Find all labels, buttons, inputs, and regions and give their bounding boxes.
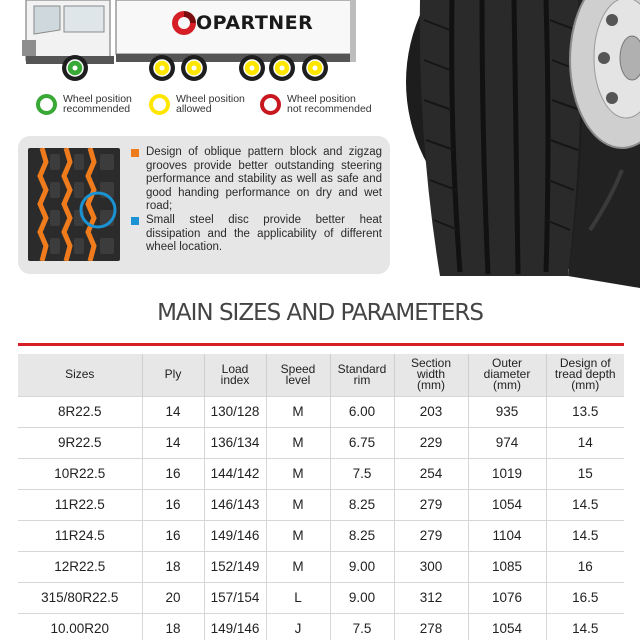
column-header-line: Load — [221, 361, 249, 376]
table-cell: 315/80R22.5 — [18, 582, 142, 613]
column-header-line: rim — [353, 372, 371, 387]
legend-allowed — [149, 94, 245, 115]
trailer-wheel-icon — [239, 55, 328, 81]
table-cell: 279 — [394, 489, 468, 520]
column-header-line: index — [220, 372, 250, 387]
column-header — [468, 354, 546, 396]
table-body — [18, 396, 624, 640]
table-cell: 16 — [142, 520, 204, 551]
legend-label-line1: Wheel position — [287, 92, 356, 105]
column-header — [546, 354, 624, 396]
feature-box — [18, 136, 390, 274]
parameters-table — [18, 354, 624, 640]
legend-not-recommended — [260, 94, 372, 115]
table-cell: 8.25 — [330, 489, 394, 520]
table-cell: 14.5 — [546, 613, 624, 640]
tire-image — [400, 0, 640, 288]
legend-label-line1: Wheel position — [63, 92, 132, 105]
feature-text: Small steel disc provide better heat dissipation and the applicability of different wheel location. — [146, 213, 382, 254]
feature-list — [130, 146, 382, 255]
legend-recommended — [36, 94, 132, 115]
column-header-line: Ply — [164, 367, 182, 382]
table-cell: 10.00R20 — [18, 613, 142, 640]
red-ring-icon — [260, 94, 281, 115]
green-ring-icon — [36, 94, 57, 115]
steer-wheel-icon — [62, 55, 88, 81]
table-cell: 1054 — [468, 489, 546, 520]
tire-icon — [400, 0, 640, 288]
column-header-line: tread depth — [554, 367, 616, 382]
table-cell: 935 — [468, 396, 546, 427]
column-header-line: diameter — [483, 367, 531, 382]
table-cell: 9.00 — [330, 582, 394, 613]
table-cell: 11R24.5 — [18, 520, 142, 551]
table-cell: 16.5 — [546, 582, 624, 613]
column-header — [18, 354, 142, 396]
legend-label-line2: not recommended — [287, 102, 372, 115]
table-cell: 7.5 — [330, 458, 394, 489]
table-cell: 14.5 — [546, 520, 624, 551]
table-cell: 312 — [394, 582, 468, 613]
table-cell: 16 — [546, 551, 624, 582]
column-header-line: Outer — [491, 356, 522, 371]
column-header — [394, 354, 468, 396]
table-cell: 1104 — [468, 520, 546, 551]
table-cell: 146/143 — [204, 489, 266, 520]
table-cell: 18 — [142, 613, 204, 640]
table-row — [18, 613, 624, 640]
feature-text: Design of oblique pattern block and zigzag grooves provide better outstanding steering performance and stability as well as safe and good handing performance on dry and wet road; — [146, 146, 382, 213]
legend-label-line1: Wheel position — [176, 92, 245, 105]
blue-bullet-icon — [131, 217, 139, 225]
table-cell: 20 — [142, 582, 204, 613]
yellow-ring-icon — [149, 94, 170, 115]
legend-label-line2: allowed — [176, 102, 212, 115]
table-cell: 152/149 — [204, 551, 266, 582]
section-title: MAIN SIZES AND PARAMETERS — [157, 300, 483, 326]
column-header — [204, 354, 266, 396]
brand-name: OPARTNER — [196, 12, 314, 34]
table-cell: 18 — [142, 551, 204, 582]
parameters-table-wrap — [18, 354, 624, 640]
table-cell: 300 — [394, 551, 468, 582]
table-row — [18, 551, 624, 582]
table-row — [18, 396, 624, 427]
table-cell: 1076 — [468, 582, 546, 613]
tread-closeup-icon — [28, 148, 120, 261]
table-cell: 278 — [394, 613, 468, 640]
table-row — [18, 458, 624, 489]
column-header-line: (mm) — [571, 378, 600, 393]
column-header-line: level — [285, 372, 311, 387]
table-cell: 16 — [142, 458, 204, 489]
column-header-line: (mm) — [493, 378, 521, 393]
table-cell: 157/154 — [204, 582, 266, 613]
table-cell: 6.00 — [330, 396, 394, 427]
column-header — [142, 354, 204, 396]
table-cell: 14 — [142, 396, 204, 427]
table-cell: M — [266, 551, 330, 582]
table-cell: 7.5 — [330, 613, 394, 640]
table-cell: 144/142 — [204, 458, 266, 489]
table-cell: M — [266, 520, 330, 551]
table-cell: 1085 — [468, 551, 546, 582]
column-header-line: Standard — [337, 361, 387, 376]
table-cell: 8R22.5 — [18, 396, 142, 427]
table-cell: 16 — [142, 489, 204, 520]
table-cell: 9.00 — [330, 551, 394, 582]
table-cell: 149/146 — [204, 613, 266, 640]
table-row — [18, 489, 624, 520]
column-header — [266, 354, 330, 396]
table-cell: 1019 — [468, 458, 546, 489]
table-row — [18, 582, 624, 613]
table-cell: 15 — [546, 458, 624, 489]
table-cell: 254 — [394, 458, 468, 489]
table-cell: 11R22.5 — [18, 489, 142, 520]
feature-item — [130, 146, 382, 214]
title-divider — [18, 343, 624, 346]
table-cell: 8.25 — [330, 520, 394, 551]
table-cell: 14.5 — [546, 489, 624, 520]
column-header-line: width — [416, 367, 445, 382]
column-header-line: (mm) — [417, 378, 445, 393]
table-cell: 1054 — [468, 613, 546, 640]
brand-logo — [170, 8, 345, 38]
table-cell: M — [266, 458, 330, 489]
table-cell: 14 — [546, 427, 624, 458]
table-cell: M — [266, 427, 330, 458]
legend-label-line2: recommended — [63, 102, 131, 115]
table-cell: J — [266, 613, 330, 640]
table-cell: 974 — [468, 427, 546, 458]
table-cell: 229 — [394, 427, 468, 458]
column-header-line: Design of — [559, 356, 611, 371]
column-header-line: Speed — [280, 361, 316, 376]
table-cell: M — [266, 396, 330, 427]
column-header — [330, 354, 394, 396]
truck-wheel-diagram — [20, 0, 365, 84]
swirl-logo-icon — [170, 9, 198, 37]
table-cell: 279 — [394, 520, 468, 551]
table-cell: 136/134 — [204, 427, 266, 458]
table-header-row — [18, 354, 624, 396]
column-header-line: Section — [410, 356, 452, 371]
table-cell: 149/146 — [204, 520, 266, 551]
table-cell: 203 — [394, 396, 468, 427]
tread-pattern-image — [28, 148, 120, 261]
table-cell: 9R22.5 — [18, 427, 142, 458]
table-row — [18, 427, 624, 458]
table-cell: 6.75 — [330, 427, 394, 458]
table-row — [18, 520, 624, 551]
table-cell: 130/128 — [204, 396, 266, 427]
column-header-line: Sizes — [65, 367, 95, 382]
table-cell: 14 — [142, 427, 204, 458]
table-cell: 12R22.5 — [18, 551, 142, 582]
table-cell: 10R22.5 — [18, 458, 142, 489]
table-cell: 13.5 — [546, 396, 624, 427]
table-cell: L — [266, 582, 330, 613]
feature-item — [130, 214, 382, 255]
orange-bullet-icon — [131, 149, 139, 157]
table-cell: M — [266, 489, 330, 520]
